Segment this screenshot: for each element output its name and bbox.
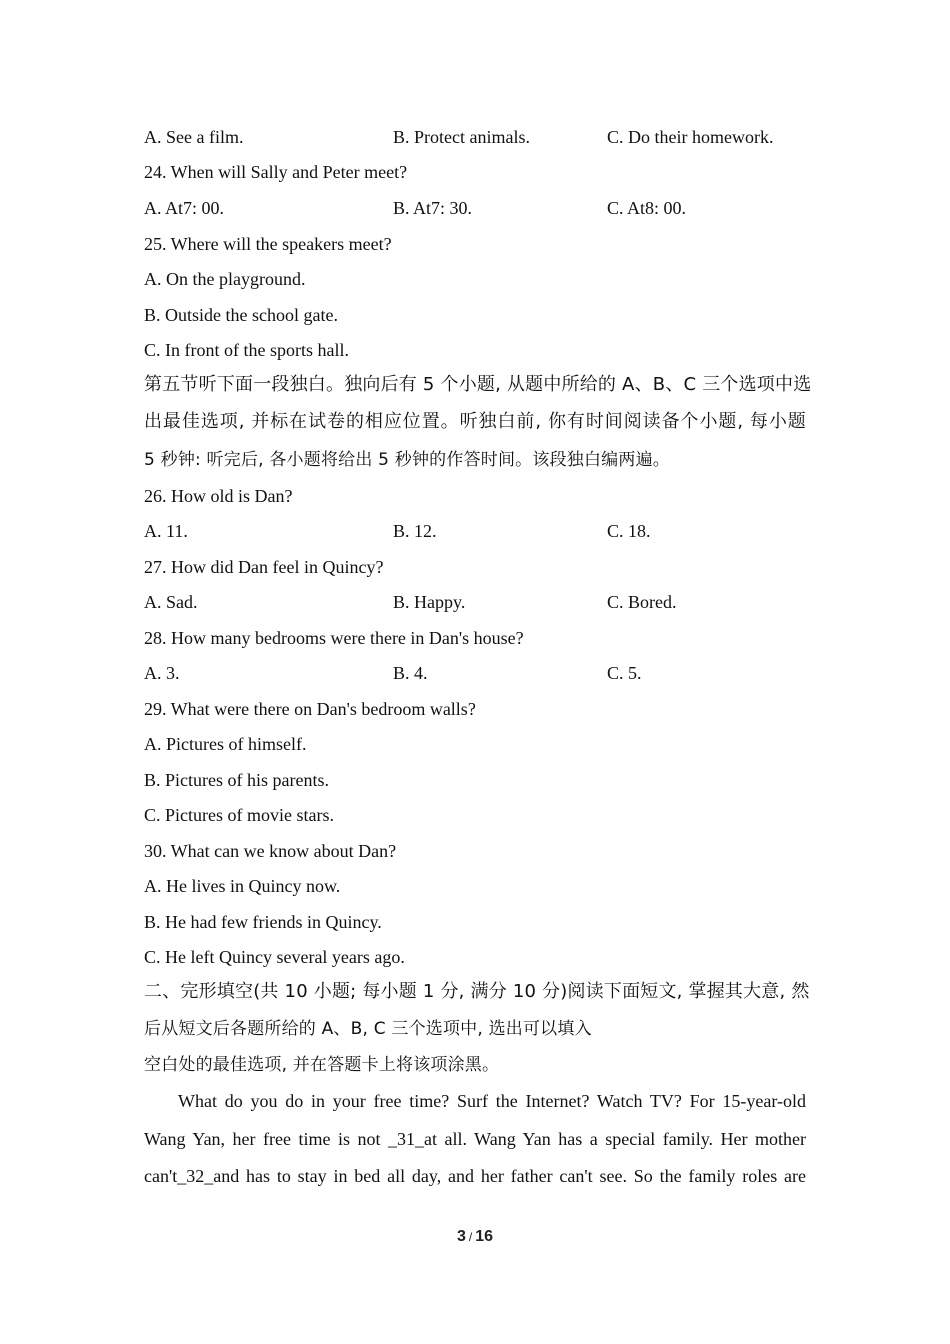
q26-option-c: C. 18. [607, 521, 651, 541]
q23-option-c: C. Do their homework. [607, 127, 774, 147]
q29-question: 29. What were there on Dan's bedroom walls? [144, 699, 476, 719]
q28-option-b: B. 4. [393, 663, 428, 683]
q30-option-b: B. He had few friends in Quincy. [144, 912, 382, 932]
passage-line-1: What do you do in your free time? Surf the Internet? Watch TV? For 15-year-old [178, 1091, 806, 1111]
part2-instructions-line-1: 二、完形填空(共 10 小题; 每小题 1 分, 满分 10 分)阅读下面短文, 掌握其大意, 然 [144, 981, 810, 1002]
q30-question: 30. What can we know about Dan? [144, 841, 397, 861]
passage-line-2: Wang Yan, her free time is not _31_at all. Wang Yan has a special family. Her mother [144, 1129, 806, 1149]
q28-option-c: C. 5. [607, 663, 642, 683]
q26-option-b: B. 12. [393, 521, 437, 541]
q26-option-a: A. 11. [144, 521, 188, 541]
q29-option-a: A. Pictures of himself. [144, 734, 307, 754]
q27-question: 27. How did Dan feel in Quincy? [144, 557, 384, 577]
page-number-current: 3 [456, 1228, 466, 1245]
q24-option-b: B. At7: 30. [393, 198, 473, 218]
page-number-total: 16 [475, 1228, 494, 1245]
q27-option-a: A. Sad. [144, 592, 198, 612]
page-number-separator: / [468, 1230, 473, 1244]
q23-option-b: B. Protect animals. [393, 127, 530, 147]
q27-option-b: B. Happy. [393, 592, 466, 612]
q24-option-a: A. At7: 00. [144, 198, 225, 218]
q30-option-c: C. He left Quincy several years ago. [144, 947, 405, 967]
q25-option-c: C. In front of the sports hall. [144, 340, 349, 360]
part2-instructions-line-3: 空白处的最佳选项, 并在答题卡上将该项涂黑。 [144, 1055, 500, 1075]
q24-question: 24. When will Sally and Peter meet? [144, 162, 408, 182]
section5-instructions-line-2: 出最佳选项, 并标在试卷的相应位置。听独白前, 你有时间阅读备个小题, 每小题 [144, 411, 806, 432]
q29-option-b: B. Pictures of his parents. [144, 770, 329, 790]
q25-option-b: B. Outside the school gate. [144, 305, 338, 325]
q27-option-c: C. Bored. [607, 592, 677, 612]
q28-option-a: A. 3. [144, 663, 180, 683]
q29-option-c: C. Pictures of movie stars. [144, 805, 334, 825]
q25-option-a: A. On the playground. [144, 269, 306, 289]
q24-option-c: C. At8: 00. [607, 198, 687, 218]
q25-question: 25. Where will the speakers meet? [144, 234, 392, 254]
q28-question: 28. How many bedrooms were there in Dan's house? [144, 628, 524, 648]
q30-option-a: A. He lives in Quincy now. [144, 876, 341, 896]
section5-instructions-line-3: 5 秒钟: 听完后, 各小题将给出 5 秒钟的作答时间。该段独白编两遍。 [144, 450, 670, 470]
q23-option-a: A. See a film. [144, 127, 244, 147]
passage-line-3: can't_32_and has to stay in bed all day, and her father can't see. So the family roles are [144, 1166, 806, 1186]
page-number [0, 1228, 950, 1246]
section5-instructions-line-1: 第五节听下面一段独白。独向后有 5 个小题, 从题中所给的 A、B、C 三个选项中选 [144, 374, 812, 395]
q26-question: 26. How old is Dan? [144, 486, 293, 506]
part2-instructions-line-2: 后从短文后各题所给的 A、B, C 三个选项中, 选出可以填入 [144, 1019, 592, 1039]
